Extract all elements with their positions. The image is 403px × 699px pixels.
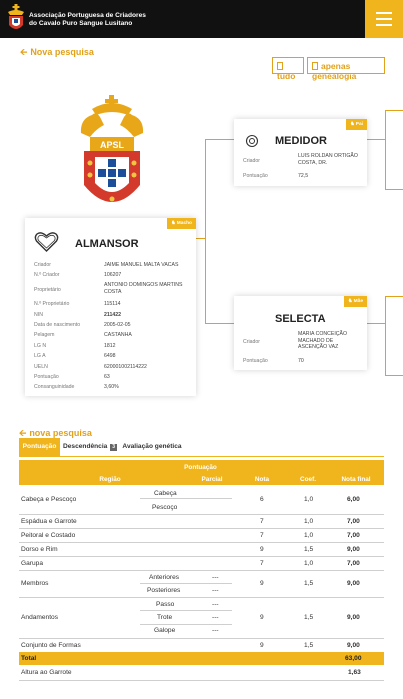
info-value: JAIME MANUEL MALTA VACAS bbox=[104, 262, 179, 268]
row-nota: 6 bbox=[260, 496, 264, 503]
info-value: 70 bbox=[298, 358, 304, 364]
row-regiao: Garupa bbox=[21, 560, 43, 567]
row-final: 9,00 bbox=[347, 642, 360, 649]
tree-connector bbox=[367, 323, 385, 324]
row-nota: 7 bbox=[260, 560, 264, 567]
row-coef: 1,5 bbox=[304, 642, 314, 649]
row-final: 1,63 bbox=[348, 669, 361, 676]
descendants-count-badge: 3 bbox=[112, 444, 115, 450]
table-row bbox=[19, 571, 384, 597]
table-header bbox=[19, 460, 384, 485]
row-regiao: Dorso e Rim bbox=[21, 546, 58, 553]
row-parcial: --- bbox=[212, 587, 219, 594]
tree-connector bbox=[205, 139, 234, 140]
row-nota: 9 bbox=[260, 642, 264, 649]
header-nota-final: Nota final bbox=[341, 476, 371, 483]
info-value: CASTANHA bbox=[104, 332, 132, 338]
arrow-left-icon: 🡨 bbox=[20, 47, 28, 57]
info-value: 211422 bbox=[104, 312, 122, 318]
row-final: 9,00 bbox=[347, 580, 360, 587]
tree-connector bbox=[385, 110, 386, 190]
row-divider bbox=[19, 680, 384, 681]
table-row bbox=[19, 543, 384, 557]
row-nota: 7 bbox=[260, 518, 264, 525]
tree-connector bbox=[205, 139, 206, 323]
sex-badge bbox=[344, 296, 367, 307]
header-parcial: Parcial bbox=[201, 476, 223, 483]
row-final: 9,00 bbox=[347, 614, 360, 621]
sex-badge-label: Mãe bbox=[353, 299, 363, 304]
row-regiao: Membros bbox=[21, 580, 49, 587]
sire-card[interactable] bbox=[234, 119, 367, 186]
horse-icon: ♞ bbox=[171, 221, 177, 226]
info-label: LG A bbox=[34, 353, 46, 359]
table-row bbox=[19, 665, 384, 680]
row-coef: 1,0 bbox=[304, 532, 314, 539]
genealogy-button[interactable] bbox=[307, 57, 385, 81]
row-coef: 1,0 bbox=[304, 518, 314, 525]
all-button-label: tudo bbox=[277, 71, 296, 81]
org-name bbox=[29, 12, 146, 28]
horse-icon: ♞ bbox=[348, 299, 354, 304]
info-value: MARIA CONCEIÇÃO MACHADO DE ASCENÇÃO VAZ bbox=[298, 331, 347, 350]
info-label: Data de nascimento bbox=[34, 322, 81, 328]
dam-name: SELECTA bbox=[275, 313, 326, 325]
info-label: UELN bbox=[34, 364, 48, 370]
tree-connector bbox=[385, 296, 386, 376]
total-value: 63,00 bbox=[345, 655, 362, 662]
row-sub: Galope bbox=[154, 627, 176, 634]
row-coef: 1,5 bbox=[304, 546, 314, 553]
hamburger-icon-line bbox=[376, 24, 392, 26]
tab-label: Pontuação bbox=[22, 443, 57, 450]
header-coef: Coef. bbox=[300, 476, 316, 483]
info-value: 63 bbox=[104, 374, 110, 380]
info-label: Pontuação bbox=[243, 358, 268, 364]
sub-divider bbox=[140, 610, 232, 611]
table-row bbox=[19, 486, 384, 514]
row-sub: Posteriores bbox=[147, 587, 181, 594]
breeder-brand-icon bbox=[245, 134, 259, 148]
tree-connector bbox=[385, 189, 403, 190]
header-nota: Nota bbox=[254, 476, 270, 483]
heart-outline-icon bbox=[34, 231, 59, 253]
info-value: 2005-02-05 bbox=[104, 322, 131, 328]
document-icon bbox=[277, 62, 283, 70]
info-label: LG N bbox=[34, 343, 47, 349]
table-row bbox=[19, 515, 384, 529]
info-label: Consanguinidade bbox=[34, 384, 75, 390]
tab-descendencia[interactable] bbox=[63, 438, 117, 456]
org-name-line1: Associação Portuguesa de Criadores bbox=[29, 12, 146, 19]
row-parcial: --- bbox=[212, 574, 219, 581]
info-label: Pontuação bbox=[34, 374, 59, 380]
row-final: 6,00 bbox=[347, 496, 360, 503]
sub-divider bbox=[140, 583, 232, 584]
row-regiao: Andamentos bbox=[21, 614, 59, 621]
row-sub: Pescoço bbox=[152, 504, 178, 511]
horse-name: ALMANSOR bbox=[75, 238, 139, 250]
total-label: Total bbox=[21, 655, 37, 662]
genealogy-button-label: apenas genealogia bbox=[312, 61, 357, 81]
tab-pontuacao[interactable] bbox=[19, 438, 60, 456]
info-label: Criador bbox=[34, 262, 52, 268]
info-label: Criador bbox=[243, 158, 261, 164]
tree-connector bbox=[385, 296, 403, 297]
row-parcial: --- bbox=[212, 627, 219, 634]
info-value: ANTONIO DOMINGOS MARTINS COSTA bbox=[104, 282, 183, 295]
tree-connector bbox=[196, 238, 205, 239]
tree-connector bbox=[205, 323, 234, 324]
row-nota: 7 bbox=[260, 532, 264, 539]
row-regiao: Espádua e Garrote bbox=[21, 518, 77, 525]
tabs-underline bbox=[19, 456, 384, 457]
sex-badge-label: Macho bbox=[176, 221, 192, 226]
hamburger-icon bbox=[376, 12, 392, 14]
dam-card[interactable] bbox=[234, 296, 367, 370]
total-row bbox=[19, 652, 384, 665]
menu-button[interactable] bbox=[365, 0, 403, 38]
info-value: 3,60% bbox=[104, 384, 119, 390]
row-sub: Cabeça bbox=[154, 490, 177, 497]
tree-connector bbox=[367, 139, 385, 140]
table-row bbox=[19, 529, 384, 543]
row-parcial: --- bbox=[212, 601, 219, 608]
tab-label: Avaliação genética bbox=[122, 443, 182, 450]
row-sub: Passo bbox=[156, 601, 175, 608]
row-parcial: --- bbox=[212, 614, 219, 621]
document-icon bbox=[312, 62, 318, 70]
sex-badge-label: Pai bbox=[355, 122, 363, 127]
row-final: 7,00 bbox=[347, 560, 360, 567]
table-row bbox=[19, 557, 384, 571]
tab-label: Descendência bbox=[63, 443, 108, 450]
hamburger-icon-line bbox=[376, 18, 392, 20]
info-label: Proprietário bbox=[34, 287, 61, 293]
sex-badge bbox=[167, 218, 196, 229]
info-value: 106207 bbox=[104, 272, 122, 278]
row-coef: 1,0 bbox=[304, 560, 314, 567]
all-button[interactable] bbox=[272, 57, 304, 81]
info-label: Pontuação bbox=[243, 173, 268, 179]
info-value: 115114 bbox=[104, 301, 121, 307]
info-value: 620001002114222 bbox=[104, 364, 147, 370]
row-final: 7,00 bbox=[347, 532, 360, 539]
info-value: LUIS ROLDAN ORTIGÃO COSTA, DR. bbox=[298, 153, 358, 166]
row-regiao: Conjunto de Formas bbox=[21, 642, 81, 649]
tab-avaliacao-genetica[interactable] bbox=[120, 438, 184, 456]
sub-divider bbox=[140, 498, 232, 499]
info-label: Pelagem bbox=[34, 332, 55, 338]
info-value: 6498 bbox=[104, 353, 116, 359]
row-coef: 1,0 bbox=[304, 496, 314, 503]
tree-connector bbox=[385, 375, 403, 376]
horse-card[interactable] bbox=[25, 218, 196, 396]
org-name-line2: do Cavalo Puro Sangue Lusitano bbox=[29, 20, 133, 27]
row-final: 7,00 bbox=[347, 518, 360, 525]
crest-label: APSL bbox=[99, 140, 125, 150]
horse-icon: ♞ bbox=[350, 122, 356, 127]
row-coef: 1,5 bbox=[304, 614, 314, 621]
apsl-crest-icon bbox=[78, 93, 146, 215]
row-nota: 9 bbox=[260, 614, 264, 621]
sex-badge bbox=[346, 119, 367, 130]
info-label: Criador bbox=[243, 339, 261, 345]
top-bar bbox=[0, 0, 403, 38]
info-label: N.º Criador bbox=[34, 272, 60, 278]
table-row bbox=[19, 639, 384, 653]
row-final: 9,00 bbox=[347, 546, 360, 553]
header-regiao: Região bbox=[99, 476, 121, 483]
row-coef: 1,5 bbox=[304, 580, 314, 587]
new-search-link[interactable] bbox=[20, 45, 94, 61]
row-regiao: Cabeça e Pescoço bbox=[21, 496, 77, 503]
row-nota: 9 bbox=[260, 546, 264, 553]
sire-name: MEDIDOR bbox=[275, 135, 327, 147]
row-sub: Trote bbox=[157, 614, 173, 621]
info-label: NIN bbox=[34, 312, 43, 318]
new-search-lower-label: nova pesquisa bbox=[29, 428, 92, 438]
table-row bbox=[19, 598, 384, 638]
arrow-left-icon: 🡨 bbox=[19, 428, 27, 438]
info-label: N.º Proprietário bbox=[34, 301, 70, 307]
row-regiao: Altura ao Garrote bbox=[21, 669, 72, 676]
info-value: 1812 bbox=[104, 343, 116, 349]
new-search-label: Nova pesquisa bbox=[30, 47, 94, 57]
info-value: 72,5 bbox=[298, 173, 309, 179]
row-regiao: Peitoral e Costado bbox=[21, 532, 76, 539]
tree-connector bbox=[385, 110, 403, 111]
apsl-logo-icon[interactable] bbox=[7, 4, 25, 33]
row-sub: Anteriores bbox=[149, 574, 180, 581]
group-header: Pontuação bbox=[184, 464, 217, 471]
row-nota: 9 bbox=[260, 580, 264, 587]
sub-divider bbox=[140, 624, 232, 625]
